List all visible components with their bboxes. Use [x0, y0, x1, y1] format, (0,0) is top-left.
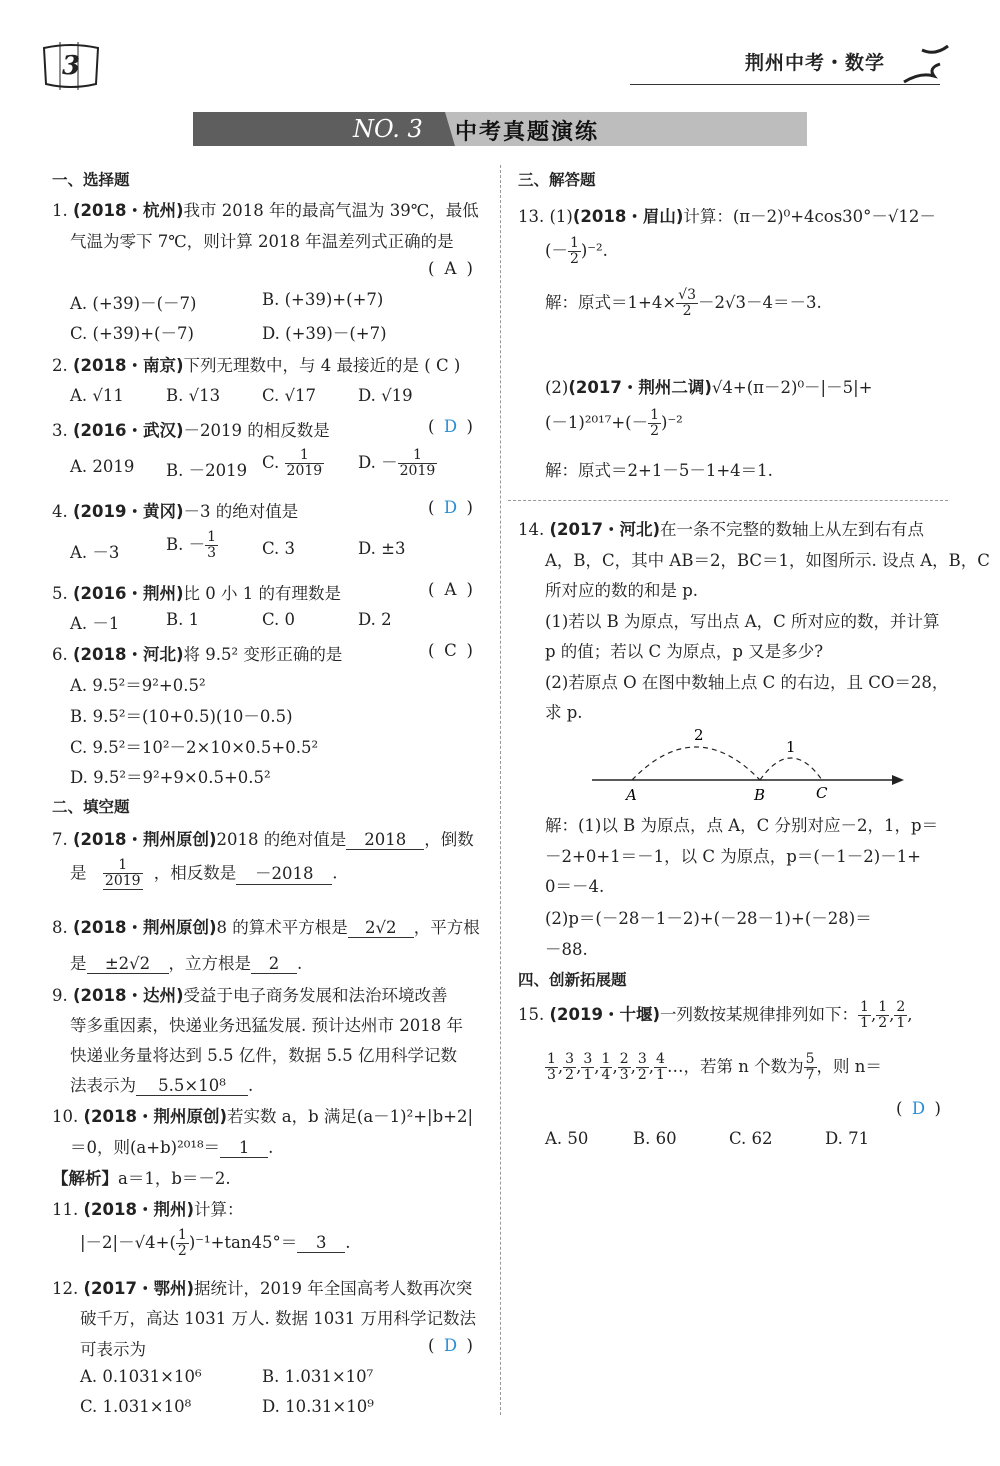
q15-option-b: B. 60 — [633, 1129, 677, 1148]
question-13-part1: 13. (1)(2018・眉山)计算：(π－2)⁰+4cos30°－√12－ — [518, 207, 936, 226]
q4-option-c: C. 3 — [262, 539, 296, 558]
question-14-line5: p 的值；若以 C 为原点，p 又是多少? — [545, 642, 824, 661]
question-14-line7: 求 p. — [545, 703, 583, 722]
question-9-line3: 快递业务量将达到 5.5 亿件，数据 5.5 亿用科学记数 — [70, 1046, 457, 1065]
q2-option-c: C. √17 — [262, 386, 317, 405]
section-heading-solve: 三、解答题 — [518, 171, 596, 189]
question-13-part2-solution: 解：原式＝2+1－5－1+4＝1. — [545, 461, 773, 480]
question-2: 2. (2018・南京)下列无理数中，与 4 最接近的是 ( C ) — [52, 356, 461, 375]
question-11-expression: |－2|－√4+( $\frac{1}{2}$ )⁻¹+tan45°＝ 3 . — [80, 1227, 351, 1259]
question-14-line4: (1)若以 B 为原点，写出点 A，C 所对应的数，并计算 — [545, 612, 940, 631]
point-b-label: B — [754, 786, 766, 804]
q1-option-d: D. (+39)－(+7) — [262, 324, 387, 343]
number-line-figure — [590, 722, 910, 808]
question-14-line3: 所对应的数的和是 p. — [545, 581, 699, 600]
question-14-solution-1: 解：(1)以 B 为原点，点 A，C 分别对应－2，1，p＝ — [545, 816, 939, 835]
q5-option-b: B. 1 — [166, 610, 200, 629]
q12-option-d: D. 10.31×10⁹ — [262, 1397, 374, 1416]
question-5: 5. (2016・荆州)比 0 小 1 的有理数是 — [52, 584, 341, 603]
q6-option-d: D. 9.5²＝9²+9×0.5+0.5² — [70, 768, 271, 787]
question-9: 9. (2018・达州)受益于电子商务发展和法治环境改善 — [52, 986, 448, 1005]
question-9-line2: 等多重因素，快递业务迅猛发展. 预计达州市 2018 年 — [70, 1016, 463, 1035]
q15-option-c: C. 62 — [729, 1129, 773, 1148]
section-separator — [508, 500, 948, 502]
question-14-solution-3: 0＝－4. — [545, 877, 605, 896]
q4-option-b: B. － $\frac{1}{3}$ — [166, 529, 217, 561]
section-heading-choice: 一、选择题 — [52, 171, 130, 189]
question-14: 14. (2017・河北)在一条不完整的数轴上从左到右有点 — [518, 520, 925, 539]
q1-option-b: B. (+39)+(+7) — [262, 290, 384, 309]
q3-option-b: B. －2019 — [166, 461, 248, 480]
question-7: 7. (2018・荆州原创)2018 的绝对值是 2018 ，倒数 — [52, 830, 474, 849]
question-15-line2: $\frac{1}{3}$ , $\frac{3}{2}$ , $\frac{3}{1}$ , $\frac{1}{4}$ , $\frac{2}{3}$ , $\frac{3}{2}$ , $\frac{4}{1}$ …，若第 n 个数为 $\frac{5}{7}$ ，则 n＝ — [547, 1051, 882, 1083]
page-number-badge — [38, 40, 104, 92]
q12-option-b: B. 1.031×10⁷ — [262, 1367, 374, 1386]
question-11: 11. (2018・荆州)计算： — [52, 1200, 244, 1219]
q2-option-b: B. √13 — [166, 386, 221, 405]
question-8-line2: 是 ±2√2 ，立方根是 2 . — [70, 954, 303, 973]
question-12: 12. (2017・鄂州)据统计，2019 年全国高考人数再次突 — [52, 1279, 473, 1298]
question-14-line2: A，B，C，其中 AB＝2，BC＝1，如图所示. 设点 A，B，C — [545, 551, 990, 570]
header-rule — [630, 84, 940, 85]
question-10: 10. (2018・荆州原创)若实数 a，b 满足(a－1)²+|b+2| — [52, 1107, 474, 1126]
question-10-line2: ＝0，则(a+b)²⁰¹⁸＝ 1 . — [70, 1138, 274, 1157]
question-4-answer: ( D ) — [428, 498, 473, 517]
point-a-label: A — [626, 786, 637, 804]
q15-option-d: D. 71 — [825, 1129, 870, 1148]
header-title: 荆州中考・数学 — [744, 52, 885, 74]
question-9-line4: 法表示为 5.5×10⁸ . — [70, 1076, 254, 1095]
arc-ab — [632, 747, 760, 780]
q1-option-c: C. (+39)+(－7) — [70, 324, 194, 343]
q3-option-a: A. 2019 — [70, 457, 135, 476]
q3-option-c: C. $\frac{1}{2019}$ — [262, 447, 323, 479]
q5-option-c: C. 0 — [262, 610, 296, 629]
q5-option-d: D. 2 — [358, 610, 392, 629]
q4-option-a: A. －3 — [70, 543, 120, 562]
q12-option-c: C. 1.031×10⁸ — [80, 1397, 192, 1416]
banner-number: NO. 3 — [353, 115, 423, 143]
q1-option-a: A. (+39)－(－7) — [70, 294, 197, 313]
q12-option-a: A. 0.1031×10⁶ — [80, 1367, 202, 1386]
banner-slash-icon — [431, 112, 457, 146]
question-14-solution-5: －88. — [545, 940, 588, 959]
page-number: 3 — [61, 51, 81, 81]
question-14-solution-2: －2+0+1＝－1，以 C 为原点，p＝(－1－2)－1+ — [545, 847, 922, 866]
section-heading-innovation: 四、创新拓展题 — [518, 971, 627, 989]
q2-option-a: A. √11 — [70, 386, 124, 405]
question-6-answer: ( C ) — [428, 641, 473, 660]
banner-title: 中考真题演练 — [455, 120, 600, 145]
question-7-line2: 是 $\frac{1}{2019}$ ，相反数是 －2018 . — [70, 857, 338, 889]
question-15-answer: ( D ) — [896, 1099, 941, 1118]
q3-option-d: D. － $\frac{1}{2019}$ — [358, 447, 436, 479]
question-6: 6. (2018・河北)将 9.5² 变形正确的是 — [52, 645, 343, 664]
q6-option-a: A. 9.5²＝9²+0.5² — [70, 676, 206, 695]
question-13-part2: (2)(2017・荆州二调)√4+(π－2)⁰－|－5|+ — [545, 378, 873, 397]
point-c-label: C — [816, 784, 828, 802]
question-1-line2: 气温为零下 7℃，则计算 2018 年温差列式正确的是 — [70, 232, 454, 251]
arc-bc — [760, 758, 822, 780]
question-4: 4. (2019・黄冈)－3 的绝对值是 — [52, 502, 299, 521]
section-heading-fill: 二、填空题 — [52, 798, 130, 816]
question-13-part1-solution: 解：原式＝1+4× $\frac{√3}{2}$ －2√3－4＝－3. — [545, 287, 822, 319]
question-8: 8. (2018・荆州原创)8 的算术平方根是 2√2 ，平方根 — [52, 918, 480, 937]
arc-bc-label: 1 — [786, 738, 796, 756]
question-12-answer: ( D ) — [428, 1336, 473, 1355]
q6-option-c: C. 9.5²＝10²－2×10×0.5+0.5² — [70, 738, 319, 757]
question-12-line3: 可表示为 — [80, 1340, 146, 1359]
question-12-line2: 破千万，高达 1031 万人. 数据 1031 万用科学记数法 — [80, 1309, 476, 1328]
arc-ab-label: 2 — [694, 726, 704, 744]
q5-option-a: A. －1 — [70, 614, 120, 633]
question-5-answer: ( A ) — [428, 580, 473, 599]
column-divider — [500, 165, 501, 1415]
question-13-part2-line2: (－1)²⁰¹⁷+(－ $\frac{1}{2}$ )⁻² — [545, 407, 683, 439]
axis-arrow-icon — [892, 775, 904, 785]
question-13-part1-line2: (－ $\frac{1}{2}$ )⁻². — [545, 235, 608, 267]
question-14-line6: (2)若原点 O 在图中数轴上点 C 的右边，且 CO＝28， — [545, 673, 949, 692]
bird-icon — [900, 42, 960, 86]
question-1: 1. (2018・杭州)我市 2018 年的最高气温为 39℃，最低 — [52, 201, 479, 220]
question-10-analysis: 【解析】a＝1，b＝－2. — [52, 1169, 231, 1188]
question-14-solution-4: (2)p＝(－28－1－2)+(－28－1)+(－28)＝ — [545, 909, 872, 928]
q2-option-d: D. √19 — [358, 386, 413, 405]
question-15: 15. (2019・十堰)一列数按某规律排列如下： $\frac{1}{1}$ , $\frac{1}{2}$ , $\frac{2}{1}$ , — [518, 999, 913, 1031]
q4-option-d: D. ±3 — [358, 539, 406, 558]
q6-option-b: B. 9.5²＝(10+0.5)(10－0.5) — [70, 707, 293, 726]
q15-option-a: A. 50 — [545, 1129, 589, 1148]
section-banner — [193, 112, 807, 146]
question-1-answer: ( A ) — [428, 259, 473, 278]
question-3-answer: ( D ) — [428, 417, 473, 436]
question-3: 3. (2016・武汉)－2019 的相反数是 — [52, 421, 330, 440]
